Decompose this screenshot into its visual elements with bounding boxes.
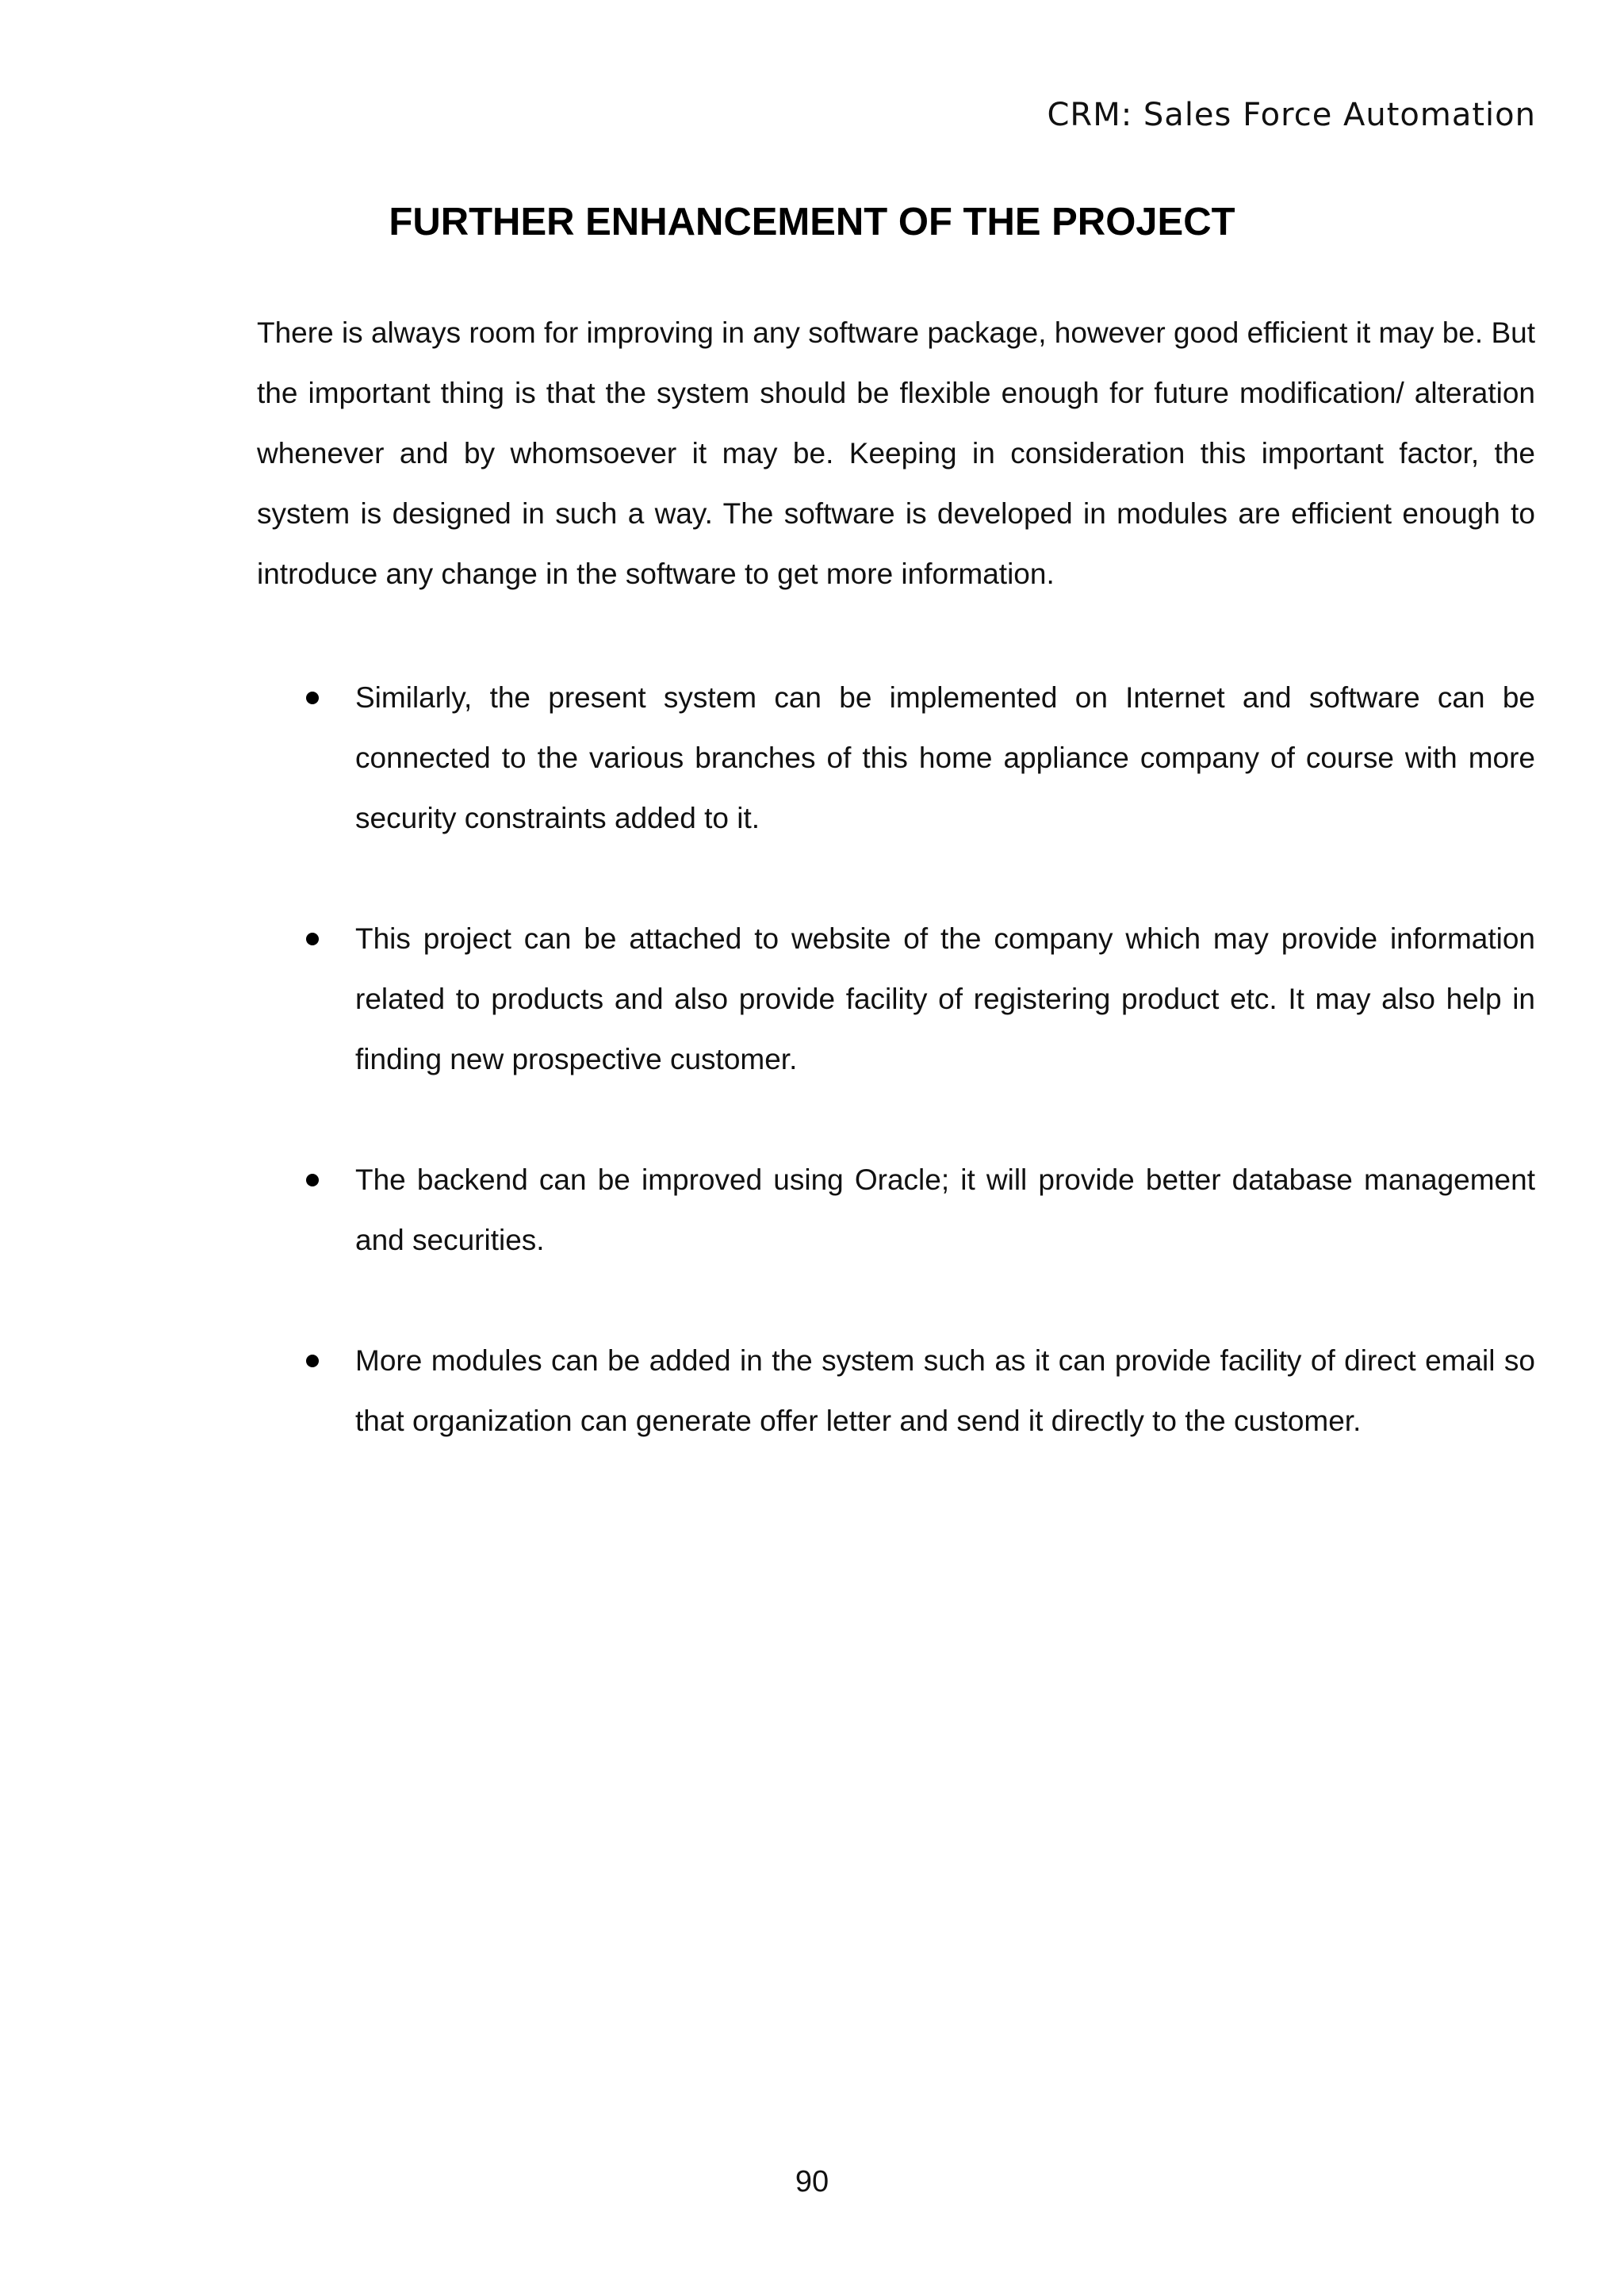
list-item xyxy=(257,1331,1535,1451)
bullet-icon xyxy=(306,1355,319,1367)
list-item-text: The backend can be improved using Oracle; it will provide better database management and securities. xyxy=(355,1163,1535,1256)
page-title: FURTHER ENHANCEMENT OF THE PROJECT xyxy=(389,201,1235,243)
list-item xyxy=(257,909,1535,1090)
list-item-text: More modules can be added in the system such as it can provide facility of direct email so that organization can generate offer letter and send it directly to the customer. xyxy=(355,1344,1535,1437)
list-item-text: Similarly, the present system can be implemented on Internet and software can be connected to the various branches of this home appliance company of course with more security constraints added to it. xyxy=(355,681,1535,834)
running-header: CRM: Sales Force Automation xyxy=(1047,97,1536,133)
list-item xyxy=(257,1150,1535,1271)
list-item-text: This project can be attached to website of the company which may provide information related to products and also provide facility of registering product etc. It may also help in finding new prospective customer. xyxy=(355,922,1535,1075)
list-item xyxy=(257,668,1535,849)
bullet-icon xyxy=(306,933,319,945)
bullet-icon xyxy=(306,692,319,704)
page-number: 90 xyxy=(795,2165,829,2198)
intro-paragraph: There is always room for improving in any software package, however good efficient it may be. But the important thing is that the system should be flexible enough for future modification/ alteration whenever and by whomsoever it may be. Keeping in consideration this important factor, the system is designed in such a way. The software is developed in modules are efficient enough to introduce any change in the software to get more information. xyxy=(257,316,1535,590)
bullet-icon xyxy=(306,1174,319,1186)
enhancement-list xyxy=(257,668,1535,1512)
